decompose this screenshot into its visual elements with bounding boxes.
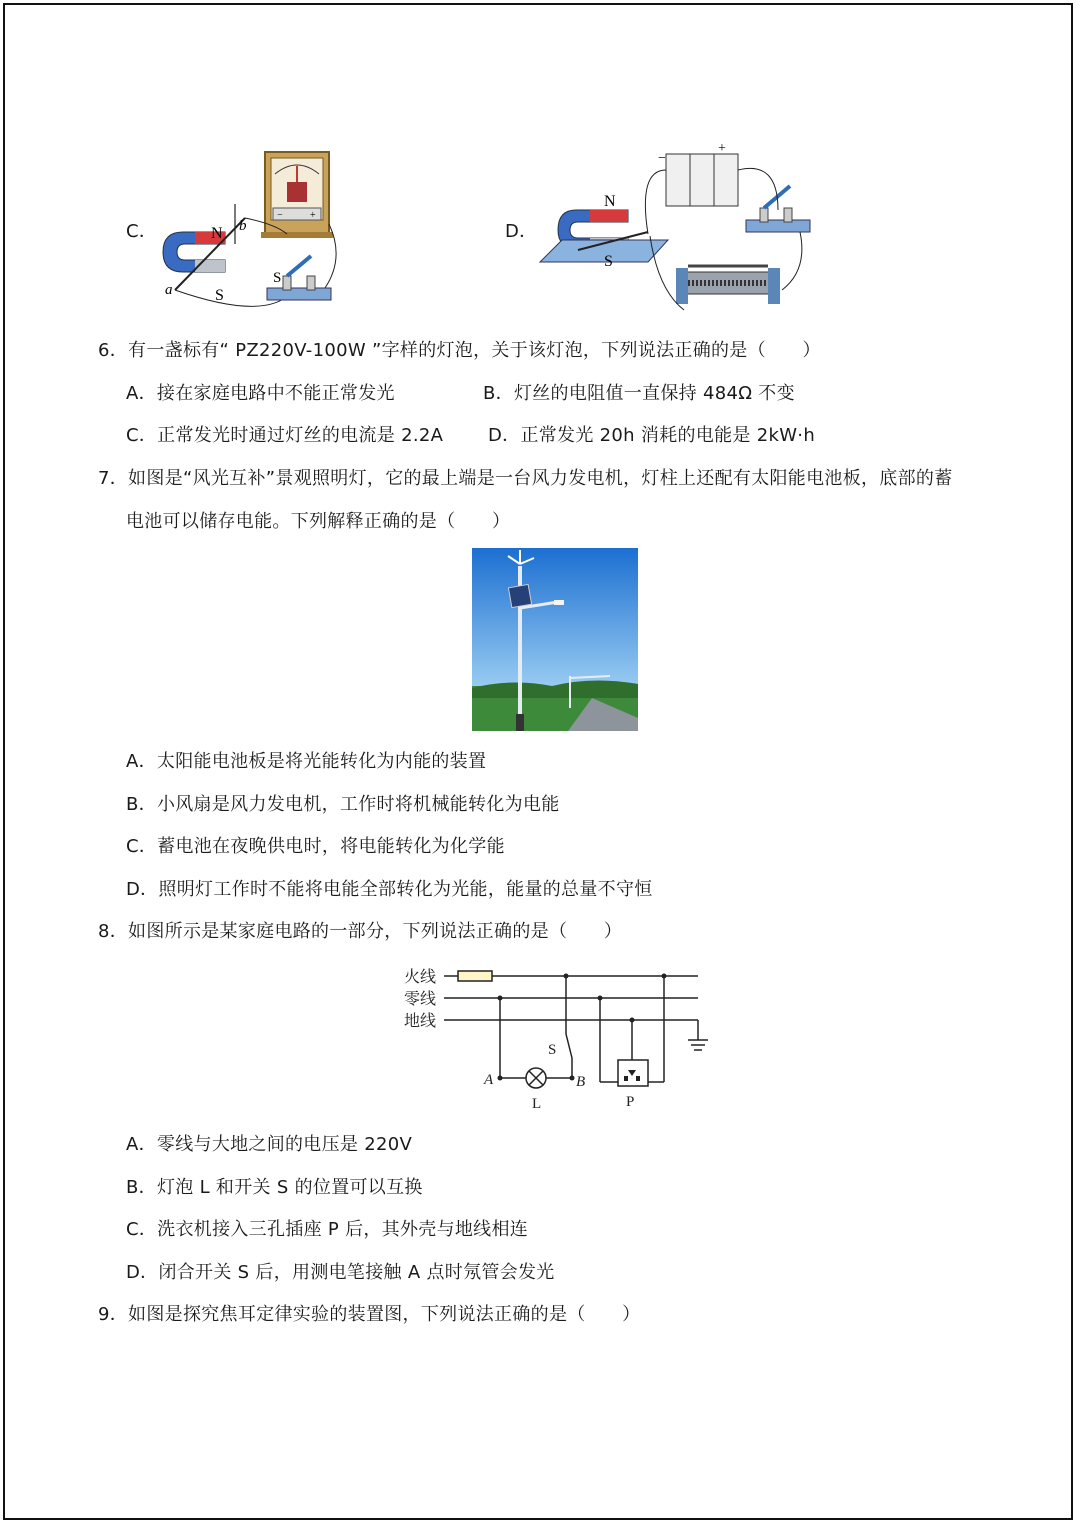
q9-stem: 9．如图是探究焦耳定律实验的装置图，下列说法正确的是（ ） xyxy=(98,1304,641,1325)
q7-option-c[interactable]: C．蓄电池在夜晚供电时，将电能转化为化学能 xyxy=(126,836,505,857)
svg-text:P: P xyxy=(626,1094,635,1110)
q7-stem-line1: 7．如图是“风光互补”景观照明灯，它的最上端是一台风力发电机，灯柱上还配有太阳能电池板，底部的蓄 xyxy=(98,468,953,489)
q5-figure-c xyxy=(155,148,355,312)
battery-icon xyxy=(666,154,738,206)
svg-text:+: + xyxy=(718,141,726,156)
svg-text:S: S xyxy=(273,270,282,286)
q8-stem: 8．如图所示是某家庭电路的一部分，下列说法正确的是（ ） xyxy=(98,921,623,942)
q6-stem: 6．有一盏标有“ PZ220V-100W ”字样的灯泡，关于该灯泡，下列说法正确的是（ ） xyxy=(98,340,821,361)
q6-option-a[interactable]: A．接在家庭电路中不能正常发光 xyxy=(126,383,395,404)
svg-text:+: + xyxy=(310,210,316,221)
q5-option-c-label[interactable]: C． xyxy=(126,221,158,242)
q7-option-d[interactable]: D．照明灯工作时不能将电能全部转化为光能，能量的总量不守恒 xyxy=(126,879,653,900)
svg-text:−: − xyxy=(658,151,666,166)
svg-text:零线: 零线 xyxy=(404,991,437,1008)
q8-option-c[interactable]: C．洗衣机接入三孔插座 P 后，其外壳与地线相连 xyxy=(126,1219,529,1240)
svg-text:A: A xyxy=(484,1072,494,1088)
q6-option-c[interactable]: C．正常发光时通过灯丝的电流是 2.2A xyxy=(126,425,444,446)
svg-text:N: N xyxy=(604,193,616,210)
q5-option-d-label[interactable]: D． xyxy=(505,221,538,242)
q7-option-b[interactable]: B．小风扇是风力发电机，工作时将机械能转化为电能 xyxy=(126,794,560,815)
svg-text:S: S xyxy=(215,287,224,304)
q8-option-b[interactable]: B．灯泡 L 和开关 S 的位置可以互换 xyxy=(126,1177,423,1198)
svg-text:−: − xyxy=(277,210,283,221)
svg-text:S: S xyxy=(548,1042,557,1058)
svg-text:N: N xyxy=(211,225,223,242)
q6-option-b[interactable]: B．灯丝的电阻值一直保持 484Ω 不变 xyxy=(483,383,795,404)
q8-option-a[interactable]: A．零线与大地之间的电压是 220V xyxy=(126,1134,413,1155)
wind-solar-streetlight-photo xyxy=(472,548,638,731)
svg-text:b: b xyxy=(239,218,247,234)
rheostat-icon xyxy=(676,266,780,304)
svg-text:地线: 地线 xyxy=(404,1013,437,1030)
svg-text:L: L xyxy=(532,1096,542,1112)
q5-figure-d xyxy=(538,140,818,320)
q7-option-a[interactable]: A．太阳能电池板是将光能转化为内能的装置 xyxy=(126,751,487,772)
svg-text:B: B xyxy=(576,1074,586,1090)
household-circuit-diagram xyxy=(400,962,710,1114)
svg-text:S: S xyxy=(604,253,613,270)
svg-text:a: a xyxy=(165,282,173,298)
q7-stem-line2: 电池可以储存电能。下列解释正确的是（ ） xyxy=(126,511,511,532)
q6-option-d[interactable]: D．正常发光 20h 消耗的电能是 2kW·h xyxy=(488,425,816,446)
svg-text:火线: 火线 xyxy=(404,969,437,986)
q8-option-d[interactable]: D．闭合开关 S 后，用测电笔接触 A 点时氖管会发光 xyxy=(126,1262,555,1283)
